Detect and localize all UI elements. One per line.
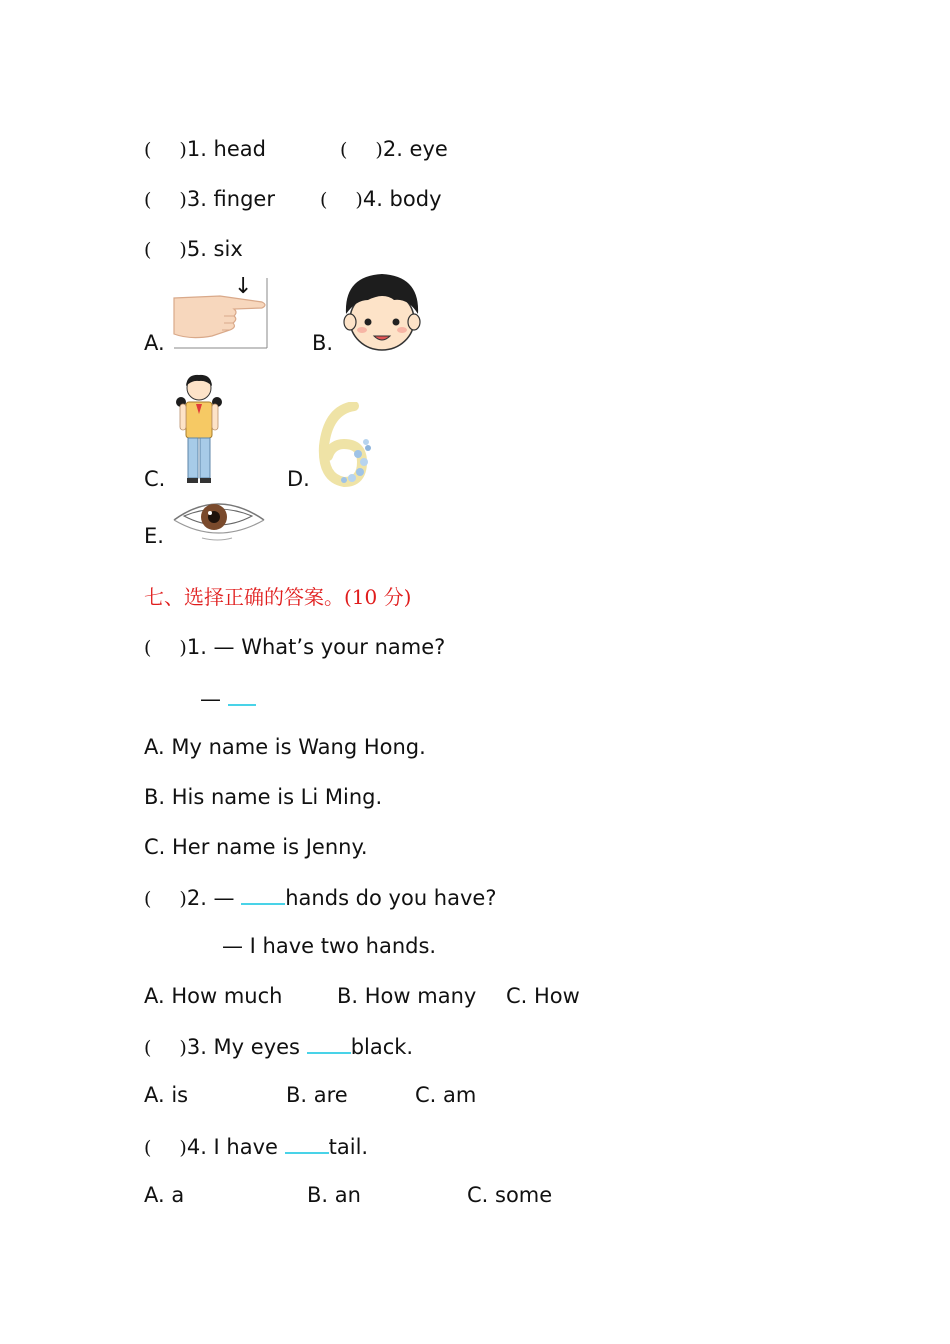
q4-option-b: B. an [307,1183,361,1207]
section-7-heading: 七、选择正确的答案。(10 分) [144,585,412,609]
q3-option-b: B. are [286,1083,348,1107]
answer-paren-close: ) [179,1037,187,1059]
down-arrow-icon: ↓ [234,274,253,299]
question-1 [144,634,445,661]
answer-paren-open: ( [144,888,152,910]
fill-blank[interactable] [285,1132,329,1154]
answer-paren-close: ) [179,189,187,211]
boy-face-icon [338,270,426,354]
question-3-pre: 3. My eyes [186,1035,300,1059]
q3-option-c: C. am [415,1083,477,1107]
match-row-4 [320,186,442,213]
answer-paren-open: ( [144,1037,152,1059]
number-six-icon [314,402,376,488]
q1-option-c: C. Her name is Jenny. [144,835,368,859]
answer-paren-close: ) [355,189,363,211]
answer-paren-close: ) [375,139,383,161]
eye-icon [170,496,268,544]
option-e-label: E. [144,524,164,548]
answer-paren-open: ( [144,239,152,261]
match-item-3: 3. finger [186,187,275,211]
match-row-3 [144,186,275,213]
match-row-5 [144,236,243,263]
match-row-1 [144,136,266,163]
question-2-post: hands do you have? [285,886,497,910]
question-1-reply [200,684,256,712]
match-row-2 [340,136,448,163]
eye-picture [170,496,268,544]
q3-option-a: A. is [144,1083,189,1107]
answer-paren-close: ) [179,888,187,910]
q1-option-b: B. His name is Li Ming. [144,785,383,809]
answer-paren-open: ( [144,189,152,211]
fill-blank[interactable] [228,684,256,706]
question-2-reply: — I have two hands. [222,934,437,958]
match-item-1: 1. head [186,137,266,161]
fill-blank[interactable] [241,883,285,905]
boy-face-picture [338,270,426,354]
question-3 [144,1032,413,1061]
q2-option-a: A. How much [144,984,283,1008]
q2-option-b: B. How many [337,984,477,1008]
question-2 [144,883,496,912]
match-item-5: 5. six [186,237,243,261]
option-d-label: D. [287,467,310,491]
question-3-post: black. [350,1035,414,1059]
answer-paren-close: ) [179,239,187,261]
answer-paren-open: ( [320,189,328,211]
q1-option-a: A. My name is Wang Hong. [144,735,426,759]
answer-paren-open: ( [340,139,348,161]
finger-icon [172,276,270,350]
option-c-label: C. [144,467,166,491]
answer-paren-open: ( [144,139,152,161]
question-4-post: tail. [328,1135,369,1159]
q4-option-a: A. a [144,1183,185,1207]
option-a-label: A. [144,331,165,355]
answer-paren-close: ) [179,637,187,659]
answer-paren-open: ( [144,1137,152,1159]
answer-paren-close: ) [179,1137,187,1159]
question-4-pre: 4. I have [186,1135,278,1159]
fill-blank[interactable] [307,1032,351,1054]
q2-option-c: C. How [506,984,580,1008]
pointing-finger-picture [172,276,270,350]
question-2-pre: 2. — [186,886,235,910]
q4-option-c: C. some [467,1183,553,1207]
question-1-text: 1. — What’s your name? [186,635,446,659]
reply-dash: — [200,687,221,711]
question-4 [144,1132,368,1161]
girl-picture [170,372,228,486]
match-item-4: 4. body [362,187,442,211]
match-item-2: 2. eye [382,137,448,161]
answer-paren-open: ( [144,637,152,659]
number-six-picture [314,402,376,488]
option-b-label: B. [312,331,334,355]
answer-paren-close: ) [179,139,187,161]
girl-body-icon [170,372,228,486]
